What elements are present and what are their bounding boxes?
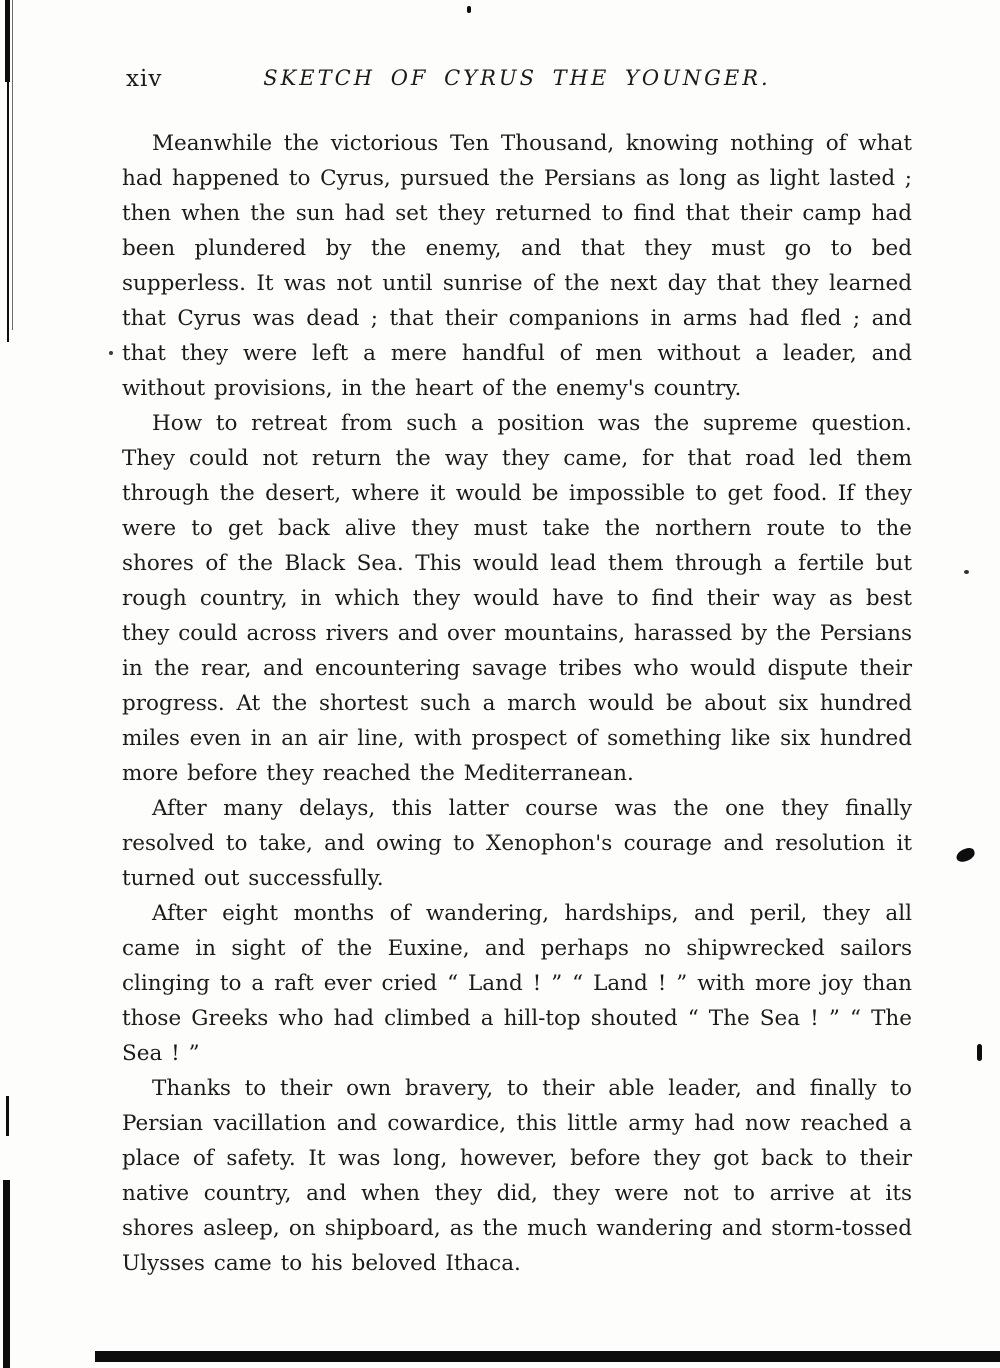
scan-artifact-dot-left	[109, 351, 113, 355]
page-body	[122, 126, 912, 1281]
paragraph: How to retreat from such a position was the supreme question. They could not return the way they came, for that road led them through the desert, where it would be impossible to get food. If they were to get back alive they must take the northern route to the shores of the Black Sea. This would lead them through a fertile but rough country, in which they would have to find their way as best they could across rivers and over mountains, harassed by the Persians in the rear, and encountering savage tribes who would dispute their progress. At the shortest such a march would be about six hundred miles even in an air line, with prospect of something like six hundred more before they reached the Mediterranean.	[122, 411, 912, 786]
scan-artifact-bottom-band	[95, 1351, 1000, 1362]
scan-artifact-blob-right	[955, 846, 977, 863]
scan-artifact-tick-right	[977, 1044, 982, 1061]
scan-artifact-left-edge-middle	[6, 1096, 9, 1136]
scan-artifact-left-edge-line	[7, 80, 9, 342]
paragraph: After eight months of wandering, hardships, and peril, they all came in sight of the Euxine, and perhaps no shipwrecked sailors clinging to a raft ever cried “ Land ! ” “ Land ! ” with more joy than those Greeks who had climbed a hill-top shouted “ The Sea ! ” “ The Sea ! ”	[122, 901, 912, 1066]
paragraph: Thanks to their own bravery, to their able leader, and finally to Persian vacillation and cowardice, this little army had now reached a place of safety. It was long, however, before they got back to their native country, and when they did, they were not to arrive at its shores asleep, on shipboard, as the much wandering and storm-tossed Ulysses came to his beloved Ithaca.	[122, 1076, 912, 1276]
paragraph: After many delays, this latter course was the one they finally resolved to take, and owing to Xenophon's courage and resolution it turned out successfully.	[122, 796, 912, 891]
running-title: SKETCH OF CYRUS THE YOUNGER.	[263, 66, 771, 90]
page-header	[122, 64, 912, 98]
scan-artifact-dot-right	[964, 570, 969, 574]
scan-artifact-dot-top	[467, 6, 471, 13]
paragraph: Meanwhile the victorious Ten Thousand, knowing nothing of what had happened to Cyrus, pursued the Persians as long as light lasted ; then when the sun had set they returned to find that their camp had been plundered by the enemy, and that they must go to bed supperless. It was not until sunrise of the next day that they learned that Cyrus was dead ; that their companions in arms had fled ; and that they were left a mere handful of men without a leader, and without provisions, in the heart of the enemy's country.	[122, 131, 912, 401]
scan-artifact-left-edge-hairline	[12, 0, 13, 330]
scan-artifact-left-edge-bottom	[3, 1180, 10, 1368]
page-number: xiv	[126, 66, 163, 92]
scan-artifact-left-edge-top	[5, 0, 10, 82]
